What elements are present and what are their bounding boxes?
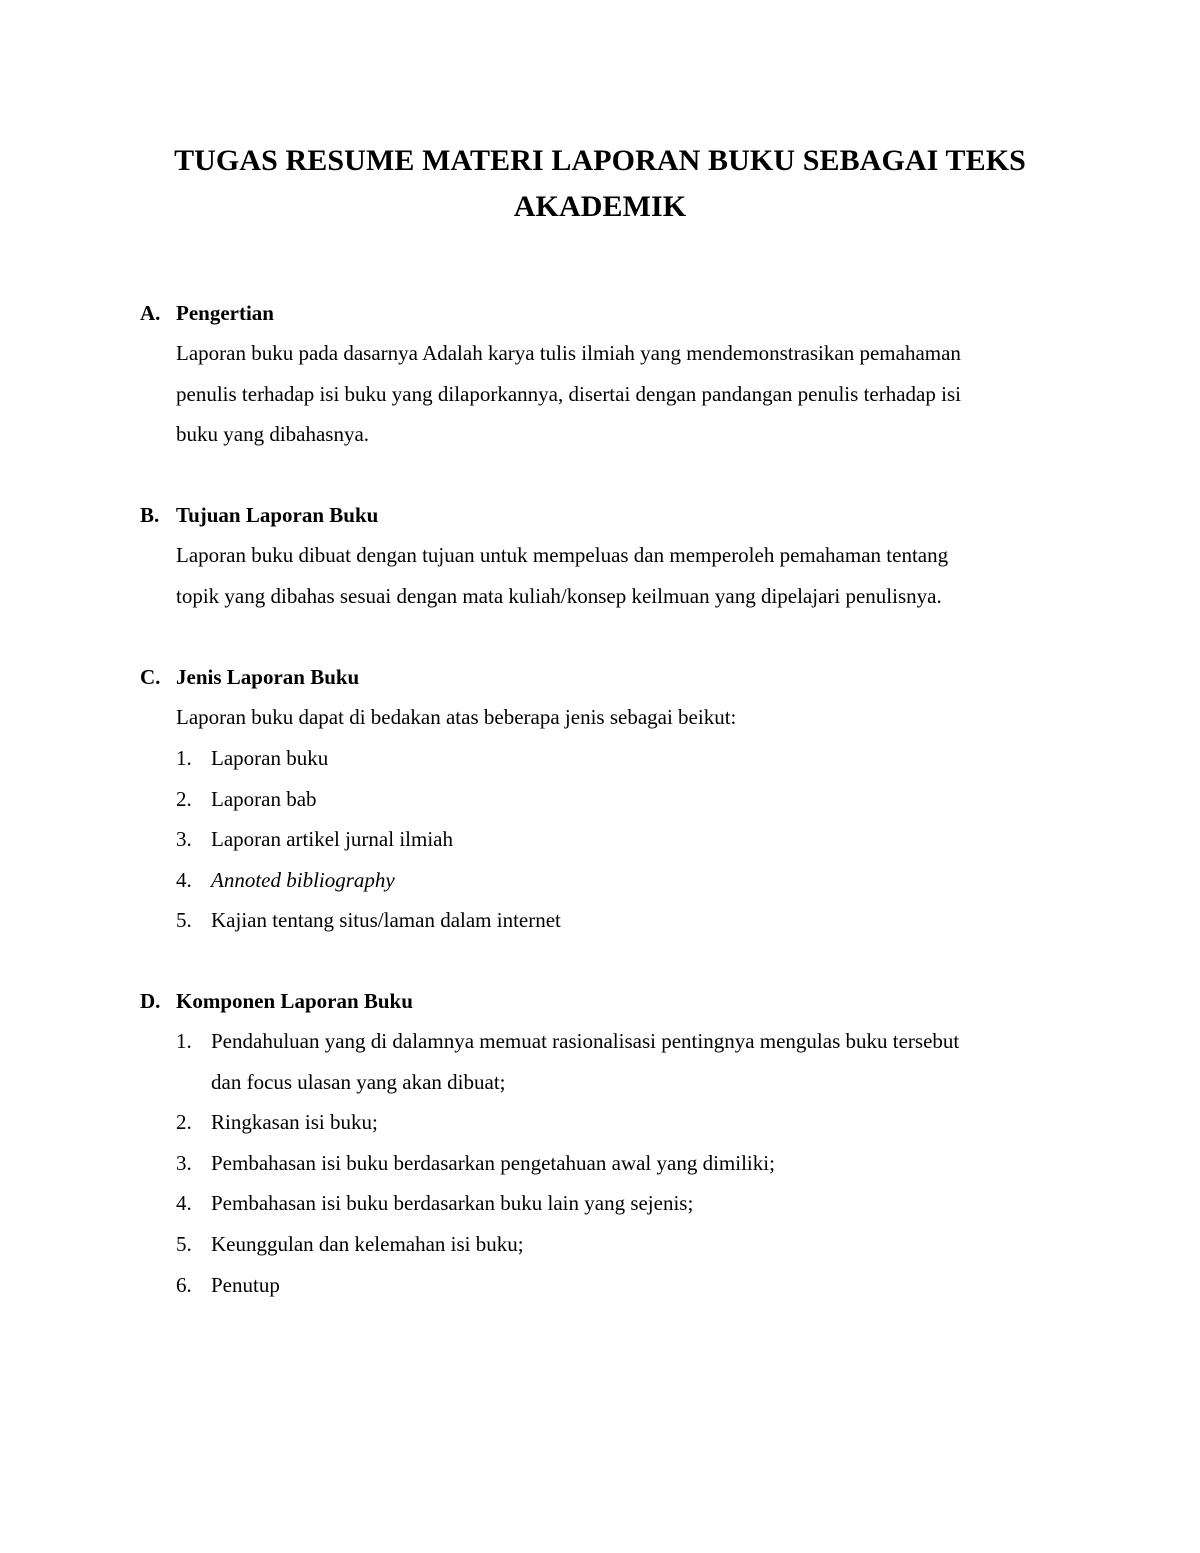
list-item-number: 6. [176,1272,192,1297]
list-item-number: 5. [176,1231,192,1256]
document-title [140,138,1060,230]
list-item-text: Laporan buku [211,746,329,770]
list-item-text: Laporan artikel jurnal ilmiah [211,827,453,852]
paragraph-line: Laporan buku dapat di bedakan atas beberapa jenis sebagai beikut: [176,705,737,729]
list-item-number: 4. [176,1191,192,1216]
list-item-text: Pembahasan isi buku berdasarkan buku lain yang sejenis; [211,1191,694,1216]
list-item [176,1102,1060,1143]
list-item [176,738,1060,779]
section-a-title: Pengertian [176,301,274,325]
section-c-intro [176,697,1060,738]
list-item-number: 2. [176,786,192,811]
list-item-text: Laporan bab [211,786,317,811]
section-b-title: Tujuan Laporan Buku [176,503,379,527]
section-c-heading [140,662,359,692]
list-item-text-line-2: dan focus ulasan yang akan dibuat; [211,1069,506,1094]
document-title-line-2: AKADEMIK [513,190,687,223]
section-d-letter: D. [140,989,161,1013]
section-b-heading [140,500,378,530]
section-c-title: Jenis Laporan Buku [176,665,360,689]
list-item [176,1021,1060,1102]
document-title-line-1: TUGAS RESUME MATERI LAPORAN BUKU SEBAGAI TEKS [174,144,1026,177]
paragraph-line: penulis terhadap isi buku yang dilaporkannya, disertai dengan pandangan penulis terhadap isi [176,381,961,406]
list-item-number: 3. [176,827,192,852]
paragraph-line: Laporan buku dibuat dengan tujuan untuk mempeluas dan memperoleh pemahaman tentang [176,543,949,567]
paragraph-line: buku yang dibahasnya. [176,422,370,447]
list-item-number: 4. [176,867,192,892]
list-item-text: Ringkasan isi buku; [211,1110,378,1135]
list-item [176,860,1060,901]
list-item [176,1183,1060,1224]
paragraph-line: topik yang dibahas sesuai dengan mata kuliah/konsep keilmuan yang dipelajari penulisnya. [176,583,942,608]
paragraph-line: Laporan buku pada dasarnya Adalah karya tulis ilmiah yang mendemonstrasikan pemahaman [176,341,961,365]
list-item [176,1265,1060,1306]
section-a-letter: A. [140,301,161,325]
section-d-list [176,1021,1060,1305]
list-item-text: Keunggulan dan kelemahan isi buku; [211,1231,524,1256]
list-item-text: Penutup [211,1272,280,1297]
list-item [176,819,1060,860]
section-b-paragraph [176,535,1060,616]
list-item-text: Kajian tentang situs/laman dalam internet [211,908,561,933]
list-item-number: 3. [176,1150,192,1175]
list-item-text-line-1: Pendahuluan yang di dalamnya memuat rasionalisasi pentingnya mengulas buku tersebut [211,1029,960,1053]
section-a-paragraph [176,333,1060,455]
section-a-heading [140,298,274,328]
section-d-title: Komponen Laporan Buku [176,989,413,1013]
list-item [176,1224,1060,1265]
list-item-number: 2. [176,1110,192,1135]
section-d-heading [140,986,413,1016]
list-item [176,779,1060,820]
section-c-letter: C. [140,665,161,689]
list-item-text: Pembahasan isi buku berdasarkan pengetahuan awal yang dimiliki; [211,1150,775,1175]
list-item-number: 1. [176,1029,192,1053]
list-item [176,900,1060,941]
list-item [176,1143,1060,1184]
section-c-list [176,738,1060,941]
list-item-text: Annoted bibliography [211,867,395,892]
list-item-number: 1. [176,746,192,770]
section-b-letter: B. [140,503,160,527]
list-item-number: 5. [176,908,192,933]
